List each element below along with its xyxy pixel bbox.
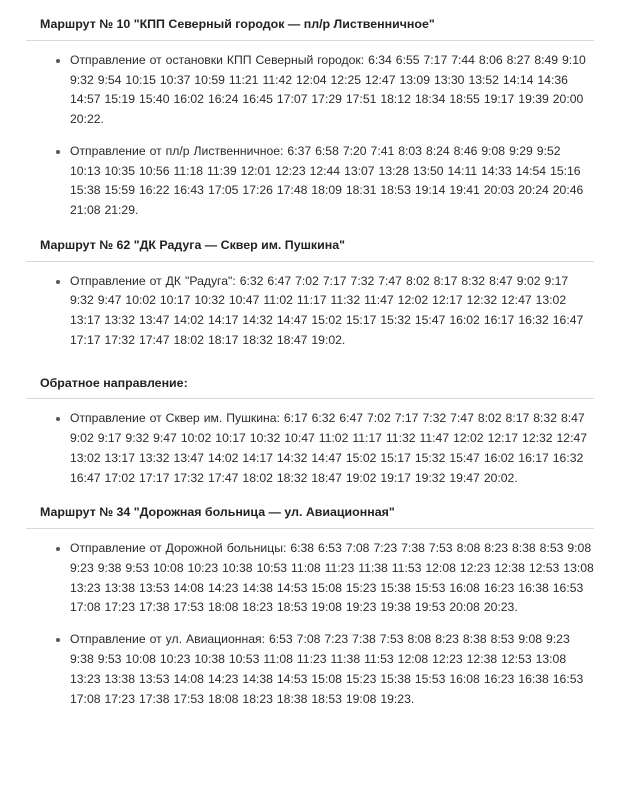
list-item bbox=[26, 142, 594, 225]
list-item bbox=[26, 630, 594, 713]
list-item bbox=[26, 51, 594, 142]
bullet-icon bbox=[56, 59, 60, 63]
bullet-icon bbox=[56, 547, 60, 551]
list-item bbox=[26, 272, 594, 355]
departure-list-reverse bbox=[26, 399, 594, 494]
departure-text: Отправление от ДК "Радуга": 6:32 6:47 7:02 7:17 7:32 7:47 8:02 8:17 8:32 8:47 9:02 9:17 9:32 9:47 10:02 10:17 10:32 10:47 11:02 11:17 11:32 11:47 12:02 12:17 12:32 12:47 13:02 13:17 13:32 13:47 14:02 14:17 14:32 14:47 15:02 15:17 15:32 15:47 16:02 16:17 16:32 16:47 17:17 17:32 17:47 18:02 18:17 18:32 18:47 19:02. bbox=[70, 273, 584, 347]
departure-text: Отправление от остановки КПП Северный городок: 6:34 6:55 7:17 7:44 8:06 8:27 8:49 9:10 9:32 9:54 10:15 10:37 10:59 11:21 11:42 12:04 12:25 12:47 13:09 13:30 13:52 14:14 14:36 14:57 15:19 15:40 16:02 16:24 16:45 17:07 17:29 17:51 18:12 18:34 18:55 19:17 19:39 20:00 20:22. bbox=[70, 52, 586, 127]
bullet-icon bbox=[56, 417, 60, 421]
route-section-62 bbox=[26, 231, 594, 357]
list-item bbox=[26, 539, 594, 630]
bullet-icon bbox=[56, 150, 60, 154]
departure-text: Отправление от пл/р Лиственничное: 6:37 6:58 7:20 7:41 8:03 8:24 8:46 9:08 9:29 9:52 10:13 10:35 10:56 11:18 11:39 12:01 12:23 12:44 13:07 13:28 13:50 14:11 14:33 14:54 15:16 15:38 15:59 16:22 16:43 17:05 17:26 17:48 18:09 18:31 18:53 19:14 19:41 20:03 20:24 20:46 21:08 21:29. bbox=[70, 143, 584, 218]
reverse-direction-heading: Обратное направление: bbox=[26, 361, 594, 400]
list-item bbox=[26, 409, 594, 492]
bullet-icon bbox=[56, 638, 60, 642]
reverse-direction-section bbox=[26, 361, 594, 495]
departure-list-34 bbox=[26, 529, 594, 715]
departure-list-62 bbox=[26, 262, 594, 357]
route-heading-34: Маршрут № 34 "Дорожная больница — ул. Авиационная" bbox=[26, 498, 594, 529]
route-section-10 bbox=[26, 10, 594, 227]
departure-text: Отправление от Дорожной больницы: 6:38 6:53 7:08 7:23 7:38 7:53 8:08 8:23 8:38 8:53 9:08 9:23 9:38 9:53 10:08 10:23 10:38 10:53 11:08 11:23 11:38 11:53 12:08 12:23 12:38 12:53 13:08 13:23 13:38 13:53 14:08 14:23 14:38 14:53 15:08 15:23 15:38 15:53 16:08 16:23 16:38 16:53 17:08 17:23 17:38 17:53 18:08 18:23 18:53 19:08 19:23 19:38 19:53 20:08 20:23. bbox=[70, 541, 594, 615]
departure-list-10 bbox=[26, 41, 594, 227]
route-heading-62: Маршрут № 62 "ДК Радуга — Сквер им. Пушкина" bbox=[26, 231, 594, 262]
departure-text: Отправление от ул. Авиационная: 6:53 7:08 7:23 7:38 7:53 8:08 8:23 8:38 8:53 9:08 9:23 9:38 9:53 10:08 10:23 10:38 10:53 11:08 11:23 11:38 11:53 12:08 12:23 12:38 12:53 13:08 13:23 13:38 13:53 14:08 14:23 14:38 14:53 15:08 15:23 15:38 15:53 16:08 16:23 16:38 16:53 17:08 17:23 17:38 17:53 18:08 18:23 18:38 18:53 19:08 19:23. bbox=[70, 632, 584, 706]
bullet-icon bbox=[56, 280, 60, 284]
route-section-34 bbox=[26, 498, 594, 715]
route-heading-10: Маршрут № 10 "КПП Северный городок — пл/р Лиственничное" bbox=[26, 10, 594, 41]
departure-text: Отправление от Сквер им. Пушкина: 6:17 6:32 6:47 7:02 7:17 7:32 7:47 8:02 8:17 8:32 8:47 9:02 9:17 9:32 9:47 10:02 10:17 10:32 10:47 11:02 11:17 11:32 11:47 12:02 12:17 12:32 12:47 13:02 13:17 13:32 13:47 14:02 14:17 14:32 14:47 15:02 15:17 15:32 15:47 16:02 16:17 16:32 16:47 17:02 17:17 17:32 17:47 18:02 18:32 18:47 19:02 19:17 19:32 19:47 20:02. bbox=[70, 411, 588, 485]
